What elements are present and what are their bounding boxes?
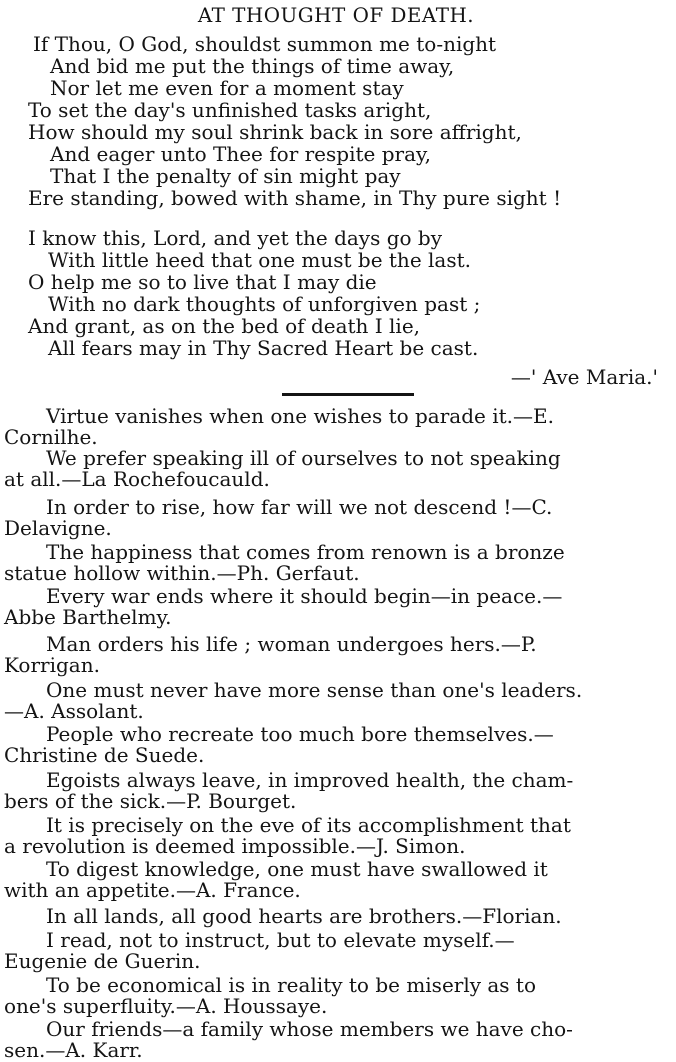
quote-line: Korrigan. (4, 653, 100, 677)
section-divider (282, 393, 414, 396)
poem-line: All fears may in Thy Sacred Heart be cast. (48, 336, 479, 360)
poem-line: O help me so to live that I may die (28, 270, 377, 294)
quote-line: Eugenie de Guerin. (4, 949, 201, 973)
quote-line: Every war ends where it should begin—in peace.— (46, 584, 563, 608)
quote-line: at all.—La Rochefoucauld. (4, 467, 270, 491)
poem-line: And grant, as on the bed of death I lie, (28, 314, 421, 338)
poem-line: That I the penalty of sin might pay (50, 164, 401, 188)
poem-line: With no dark thoughts of unforgiven past ; (48, 292, 481, 316)
poem-line: To set the day's unfinished tasks aright, (28, 98, 432, 122)
quote-line: Virtue vanishes when one wishes to parade it.—E. (46, 404, 554, 428)
quote-line: a revolution is deemed impossible.—J. Simon. (4, 834, 466, 858)
quote-line: Our friends—a family whose members we have cho- (46, 1017, 573, 1041)
quote-line: with an appetite.—A. France. (4, 878, 301, 902)
quote-line: Delavigne. (4, 516, 112, 540)
quote-line: We prefer speaking ill of ourselves to not speaking (46, 446, 561, 470)
quote-line: bers of the sick.—P. Bourget. (4, 789, 297, 813)
quote-line: statue hollow within.—Ph. Gerfaut. (4, 561, 360, 585)
poem-line: I know this, Lord, and yet the days go by (28, 226, 443, 250)
quote-line: In order to rise, how far will we not descend !—C. (46, 495, 553, 519)
quote-line: To be economical is in reality to be miserly as to (46, 973, 537, 997)
poem-line: If Thou, O God, shouldst summon me to-night (33, 32, 497, 56)
quote-line: sen.—A. Karr. (4, 1038, 143, 1062)
quote-line: The happiness that comes from renown is a bronze (46, 540, 565, 564)
quote-line: Egoists always leave, in improved health, the cham- (46, 768, 574, 792)
quote-line: Cornilhe. (4, 425, 98, 449)
quote-line: It is precisely on the eve of its accomplishment that (46, 813, 571, 837)
quote-line: People who recreate too much bore themselves.— (46, 722, 554, 746)
quote-line: In all lands, all good hearts are brothers.—Florian. (46, 904, 562, 928)
poem-line: And bid me put the things of time away, (50, 54, 455, 78)
quote-line: Man orders his life ; woman undergoes hers.—P. (46, 632, 537, 656)
quote-line: To digest knowledge, one must have swallowed it (46, 857, 548, 881)
poem-line: Ere standing, bowed with shame, in Thy pure sight ! (28, 186, 562, 210)
poem-line: Nor let me even for a moment stay (50, 76, 404, 100)
quote-line: —A. Assolant. (4, 699, 144, 723)
quote-line: one's superfluity.—A. Houssaye. (4, 994, 328, 1018)
quote-line: One must never have more sense than one's leaders. (46, 678, 583, 702)
poem-line: With little heed that one must be the last. (48, 248, 471, 272)
quote-line: Christine de Suede. (4, 743, 205, 767)
poem-line: How should my soul shrink back in sore affright, (28, 120, 522, 144)
quote-line: I read, not to instruct, but to elevate myself.— (46, 928, 515, 952)
poem-attribution: —' Ave Maria.' (510, 365, 658, 389)
poem-title: AT THOUGHT OF DEATH. (197, 3, 475, 27)
quote-line: Abbe Barthelmy. (4, 605, 172, 629)
poem-line: And eager unto Thee for respite pray, (50, 142, 431, 166)
